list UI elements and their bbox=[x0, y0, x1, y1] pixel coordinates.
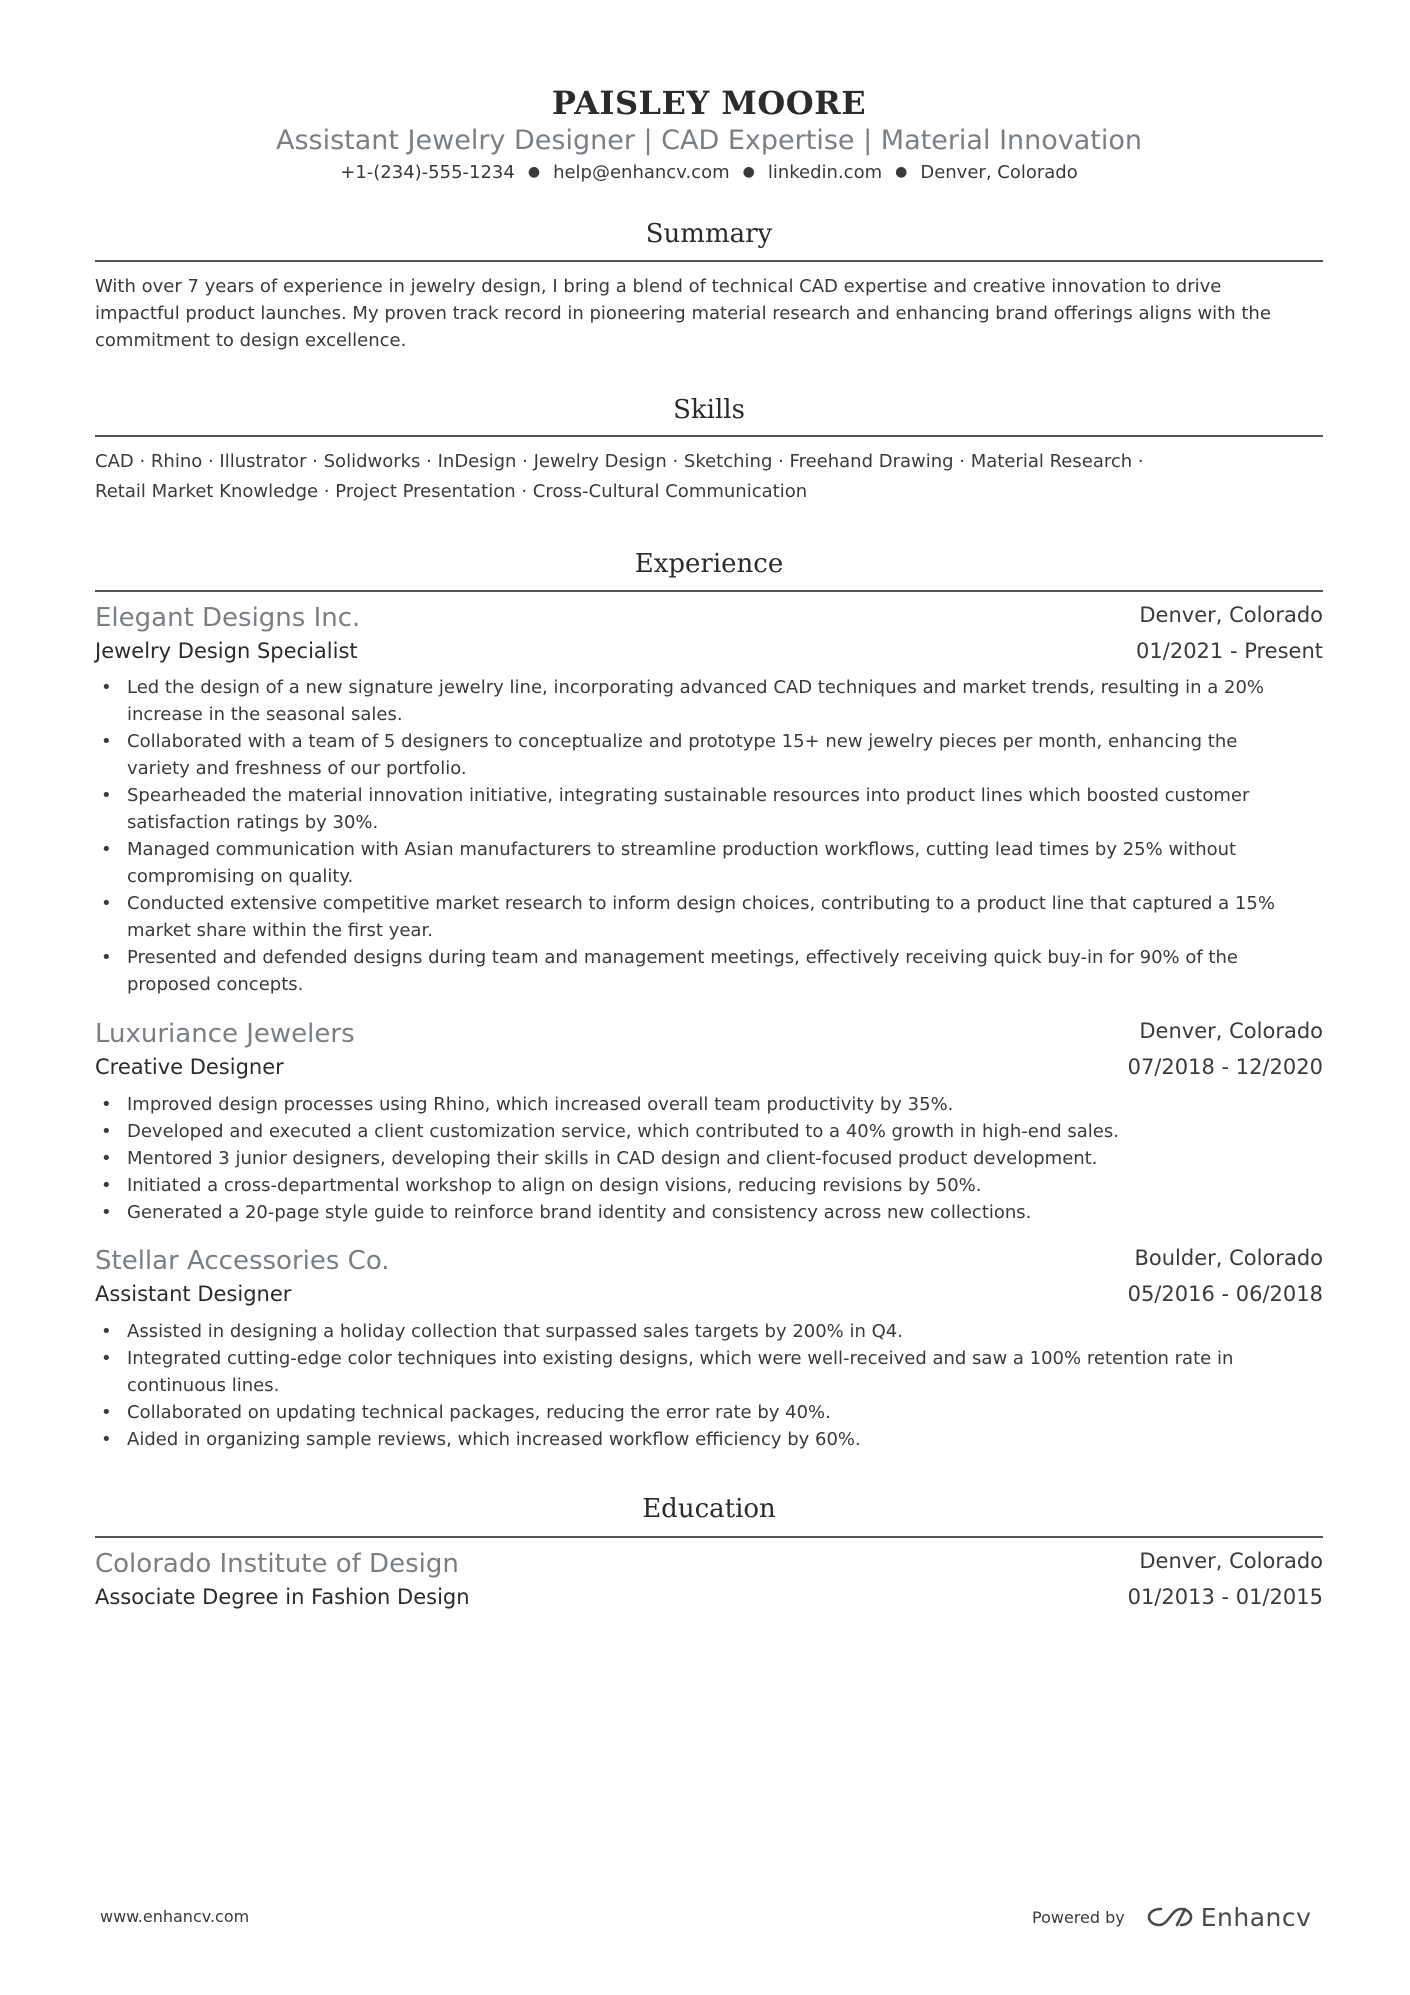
summary-line: impactful product launches. My proven track record in pioneering material research and enhancing brand offerings aligns with the bbox=[95, 303, 1271, 324]
job-dates: 05/2016 - 06/2018 bbox=[1127, 1282, 1323, 1306]
summary-text bbox=[95, 273, 1323, 354]
candidate-title: Assistant Jewelry Designer | CAD Expertise | Material Innovation bbox=[275, 125, 1143, 156]
job-role: Creative Designer bbox=[95, 1055, 284, 1079]
powered-by-label: Powered by bbox=[1032, 1907, 1125, 1927]
enhancv-brand-link[interactable] bbox=[1147, 1903, 1312, 1932]
list-item: • Developed and executed a client customization service, which contributed to a 40% growth in high-end sales. bbox=[95, 1118, 1323, 1145]
list-item: • Collaborated on updating technical packages, reducing the error rate by 40%. bbox=[95, 1399, 1323, 1426]
brand-name: Enhancv bbox=[1200, 1902, 1312, 1932]
separator-dot: ● bbox=[742, 164, 755, 180]
education-heading: Education bbox=[642, 1494, 776, 1524]
list-item: • Led the design of a new signature jewelry line, incorporating advanced CAD techniques and market trends, resulting in a 20% increase in the seasonal sales. bbox=[95, 674, 1323, 728]
list-item: • Assisted in designing a holiday collection that surpassed sales targets by 200% in Q4. bbox=[95, 1318, 1323, 1345]
list-item: • Generated a 20-page style guide to reinforce brand identity and consistency across new collections. bbox=[95, 1199, 1323, 1226]
job-location: Denver, Colorado bbox=[1139, 603, 1323, 627]
education-location: Denver, Colorado bbox=[1139, 1549, 1323, 1573]
job-role: Assistant Designer bbox=[95, 1282, 292, 1306]
job-dates: 07/2018 - 12/2020 bbox=[1127, 1055, 1323, 1079]
separator-dot: ● bbox=[895, 164, 908, 180]
list-item: • Presented and defended designs during team and management meetings, effectively receiving quick buy-in for 90% of the proposed concepts. bbox=[95, 944, 1323, 998]
separator-dot: ● bbox=[527, 164, 541, 180]
job-location: Denver, Colorado bbox=[1139, 1019, 1323, 1043]
section-divider bbox=[95, 435, 1323, 437]
job-company: Stellar Accessories Co. bbox=[95, 1246, 390, 1276]
job-bullets bbox=[95, 674, 1323, 998]
summary-heading: Summary bbox=[645, 219, 773, 249]
skills-list bbox=[95, 447, 1323, 507]
phone: +1-(234)-555-1234 bbox=[340, 162, 515, 183]
footer-branding bbox=[1032, 1900, 1311, 1934]
list-item: • Mentored 3 junior designers, developing their skills in CAD design and client-focused product development. bbox=[95, 1145, 1323, 1172]
enhancv-logo-icon bbox=[1147, 1904, 1193, 1930]
section-divider bbox=[95, 590, 1323, 592]
education-degree: Associate Degree in Fashion Design bbox=[95, 1585, 470, 1609]
experience-heading: Experience bbox=[634, 549, 784, 579]
skills-heading: Skills bbox=[673, 395, 745, 425]
email-link[interactable]: help@enhancv.com bbox=[553, 162, 730, 183]
list-item: • Managed communication with Asian manufacturers to streamline production workflows, cutting lead times by 25% without compromising on quality. bbox=[95, 836, 1323, 890]
linkedin-link[interactable]: linkedin.com bbox=[767, 162, 883, 183]
location: Denver, Colorado bbox=[920, 162, 1078, 183]
list-item: • Integrated cutting-edge color techniques into existing designs, which were well-received and saw a 100% retention rate in continuous lines. bbox=[95, 1345, 1323, 1399]
job-bullets bbox=[95, 1091, 1323, 1226]
job-dates: 01/2021 - Present bbox=[1136, 639, 1323, 663]
list-item: • Improved design processes using Rhino, which increased overall team productivity by 35%. bbox=[95, 1091, 1323, 1118]
job-location: Boulder, Colorado bbox=[1134, 1246, 1323, 1270]
list-item: • Initiated a cross-departmental workshop to align on design visions, reducing revisions by 50%. bbox=[95, 1172, 1323, 1199]
job-role: Jewelry Design Specialist bbox=[95, 639, 358, 663]
list-item: • Conducted extensive competitive market research to inform design choices, contributing to a product line that captured a 15% market share within the first year. bbox=[95, 890, 1323, 944]
footer-website-link[interactable]: www.enhancv.com bbox=[100, 1907, 250, 1926]
education-dates: 01/2013 - 01/2015 bbox=[1127, 1585, 1323, 1609]
job-company: Elegant Designs Inc. bbox=[95, 603, 361, 633]
education-school: Colorado Institute of Design bbox=[95, 1549, 459, 1579]
skills-line: CAD · Rhino · Illustrator · Solidworks · InDesign · Jewelry Design · Sketching · Freehand Drawing · Material Research · bbox=[95, 451, 1144, 472]
list-item: • Collaborated with a team of 5 designers to conceptualize and prototype 15+ new jewelry pieces per month, enhancing the variety and freshness of our portfolio. bbox=[95, 728, 1323, 782]
list-item: • Aided in organizing sample reviews, which increased workflow efficiency by 60%. bbox=[95, 1426, 1323, 1453]
job-bullets bbox=[95, 1318, 1323, 1453]
candidate-name: PAISLEY MOORE bbox=[551, 84, 867, 122]
section-divider bbox=[95, 1536, 1323, 1538]
contact-line bbox=[95, 162, 1323, 183]
summary-line: With over 7 years of experience in jewelry design, I bring a blend of technical CAD expertise and creative innovation to drive bbox=[95, 276, 1222, 297]
list-item: • Spearheaded the material innovation initiative, integrating sustainable resources into product lines which boosted customer satisfaction ratings by 30%. bbox=[95, 782, 1323, 836]
job-company: Luxuriance Jewelers bbox=[95, 1019, 355, 1049]
section-divider bbox=[95, 260, 1323, 262]
skills-line: Retail Market Knowledge · Project Presentation · Cross-Cultural Communication bbox=[95, 481, 808, 502]
summary-line: commitment to design excellence. bbox=[95, 330, 407, 351]
